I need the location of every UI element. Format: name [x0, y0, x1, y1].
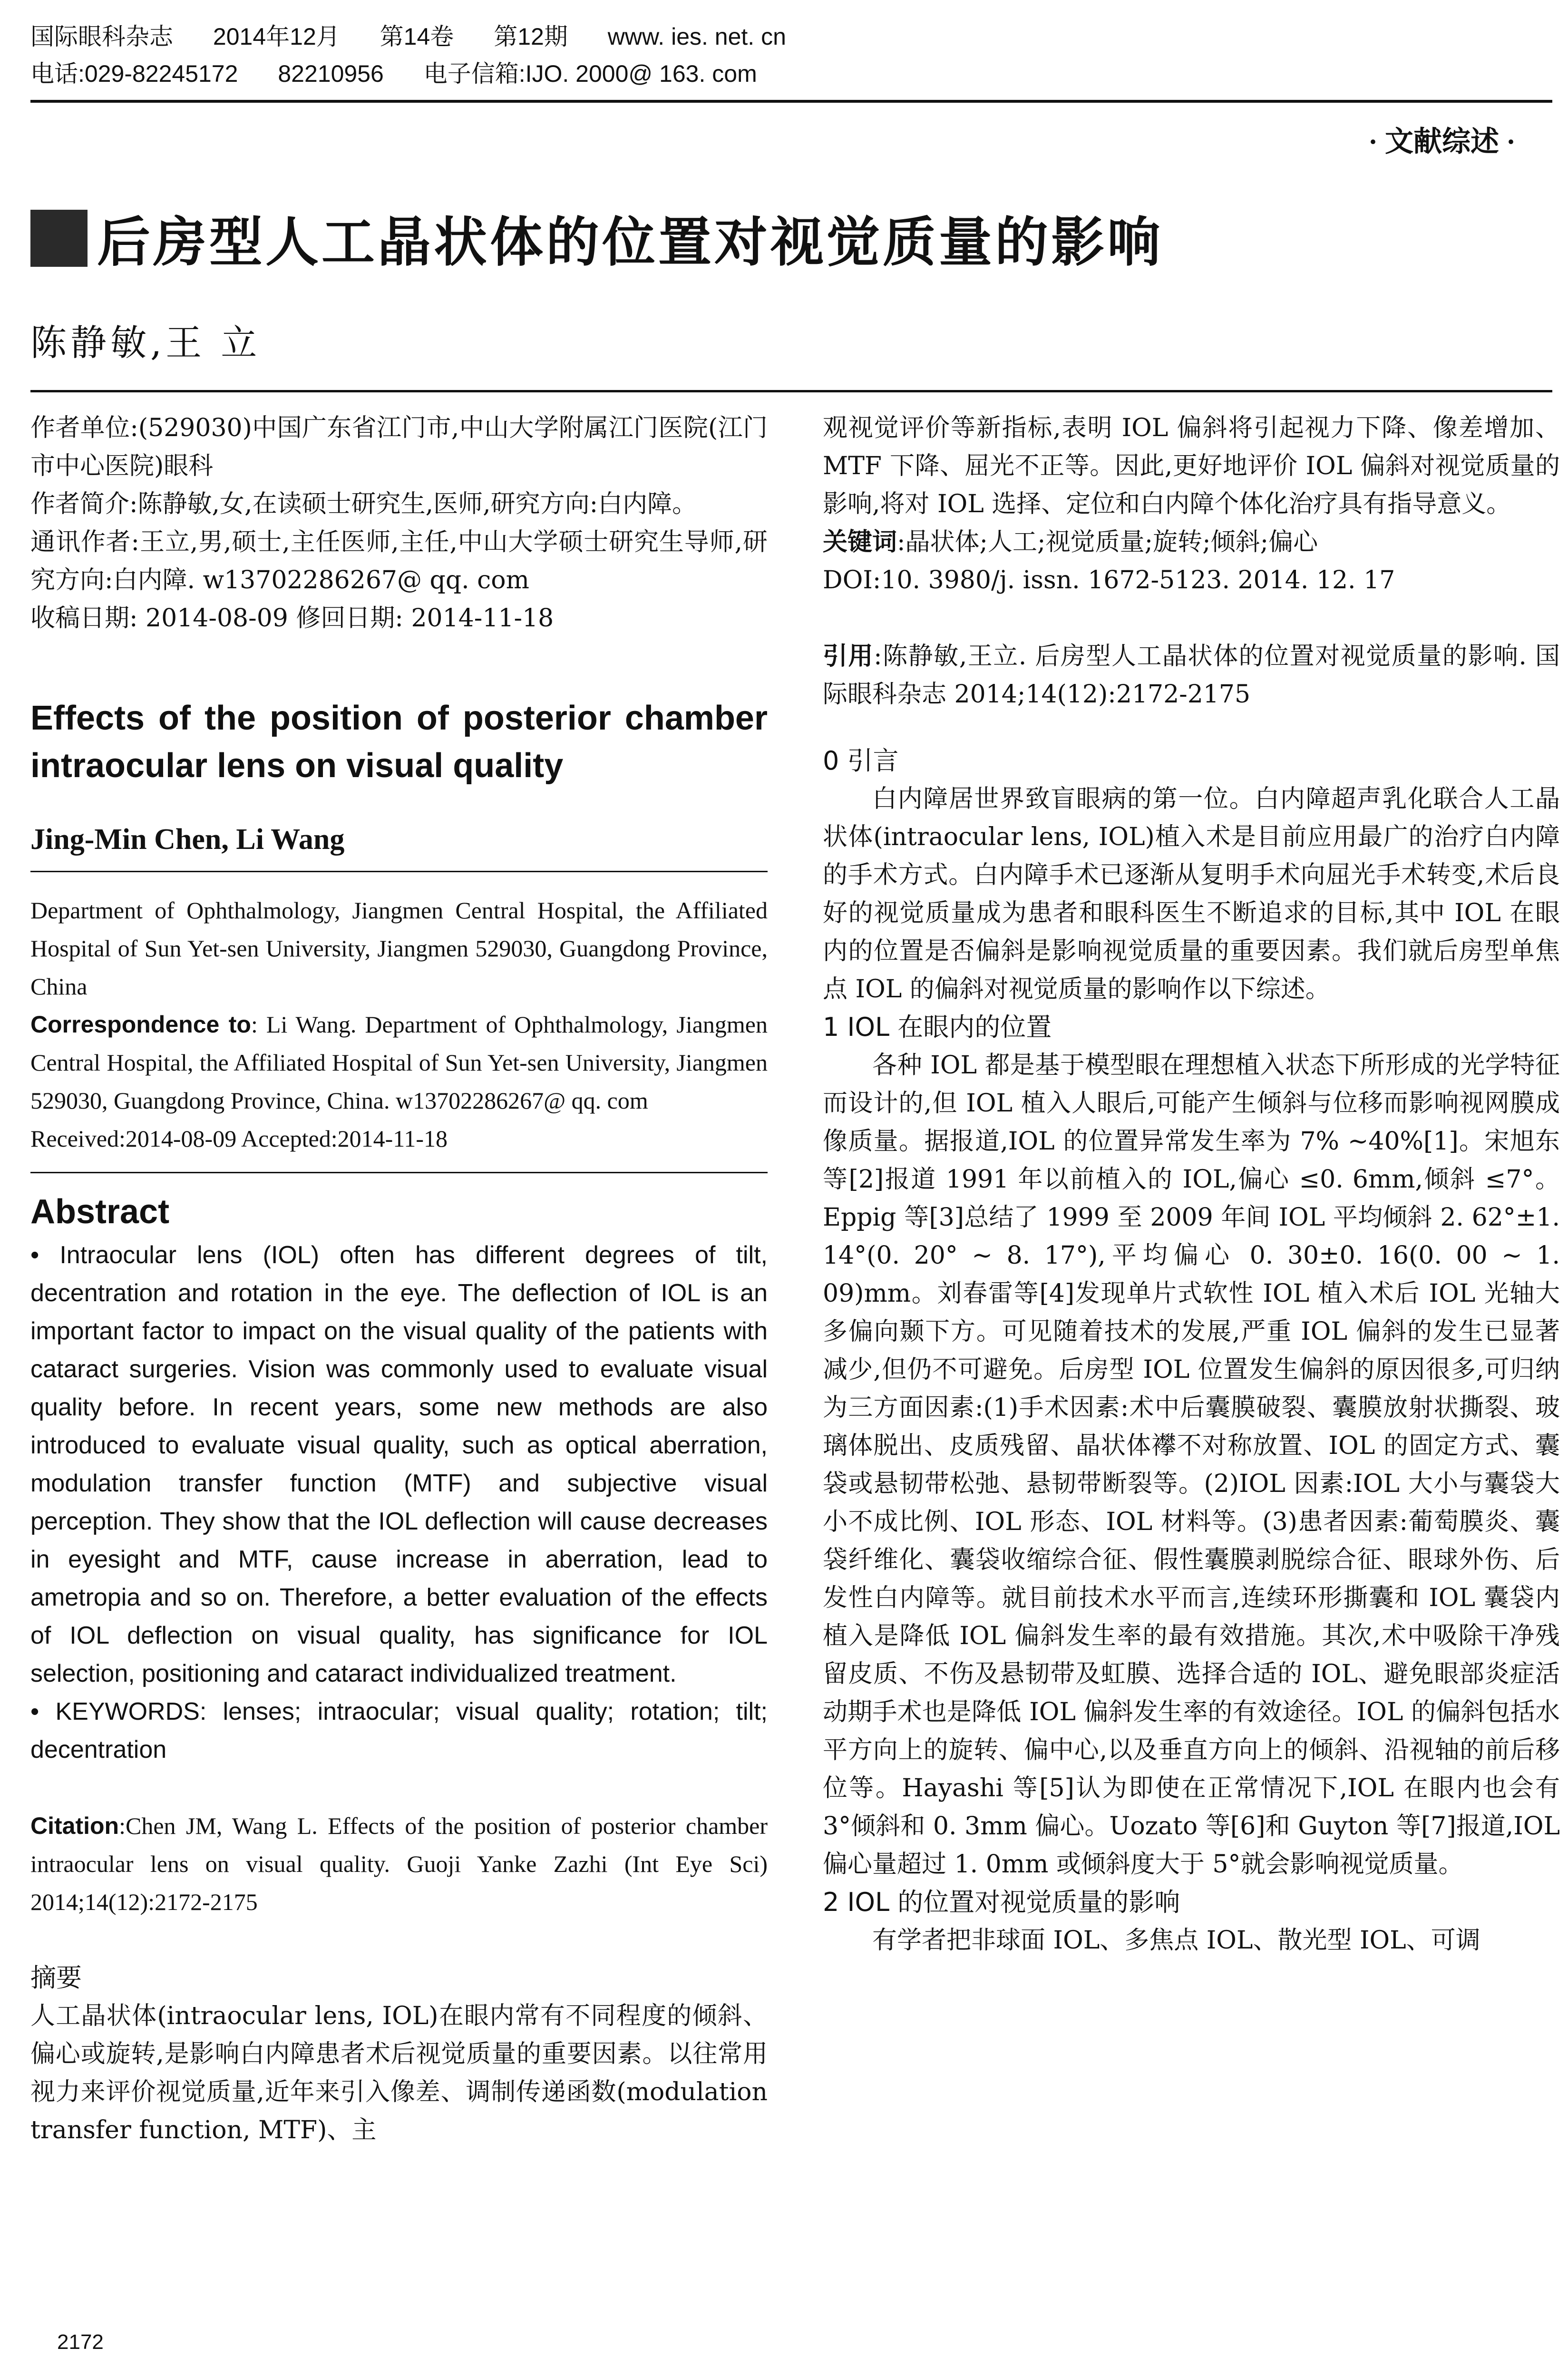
correspondence-text: : Li Wang. Department of Ophthalmology, Jiangmen Central Hospital, the Affiliated Hospital of Sun Yet-sen University, Jiangmen 529030, Guangdong Province, China. w13702286267@ qq. com [30, 1011, 768, 1114]
phone-2: 82210956 [278, 60, 384, 87]
keywords-label: 关键词 [823, 528, 897, 556]
header-line-1 [30, 18, 1552, 55]
english-authors: Jing-Min Chen, Li Wang [30, 823, 345, 856]
header-rule [30, 100, 1552, 103]
corresponding-author: 通讯作者:王立,男,硕士,主任医师,主任,中山大学硕士研究生导师,研究方向:白内障. w13702286267@ qq. com [30, 528, 768, 594]
correspondence-label: Correspondence to [30, 1011, 251, 1038]
section-tag: · 文献综述 · [1368, 126, 1516, 157]
cn-abstract-continued: 观视觉评价等新指标,表明 IOL 偏斜将引起视力下降、像差增加、MTF 下降、屈光不正等。因此,更好地评价 IOL 偏斜对视觉质量的影响,将对 IOL 选择、定位和白内障个体化治疗具有指导意义。 [823, 414, 1560, 518]
website-link[interactable]: www. ies. net. cn [607, 23, 786, 50]
english-dates: Received:2014-08-09 Accepted:2014-11-18 [30, 1125, 448, 1152]
english-keywords: • KEYWORDS: lenses; intraocular; visual quality; rotation; tilt; decentration [30, 1698, 768, 1763]
title-initial-block [30, 210, 88, 267]
keywords-text: :晶状体;人工;视觉质量;旋转;倾斜;偏心 [897, 528, 1318, 556]
header-line-2 [30, 55, 1552, 92]
affiliation: 作者单位:(529030)中国广东省江门市,中山大学附属江门医院(江门市中心医院)眼科 [30, 414, 768, 480]
section-0-text: 白内障居世界致盲眼病的第一位。白内障超声乳化联合人工晶状体(intraocular lens, IOL)植入术是目前应用最广的治疗白内障的手术方式。白内障手术已逐渐从复明手术向屈光手术转变,术后良好的视觉质量成为患者和眼科医生不断追求的目标,其中 IOL 在眼内的位置是否偏斜是影响视觉质量的重要因素。我们就后房型单焦点 IOL 的偏斜对视觉质量的影响作以下综述。 [823, 785, 1560, 1003]
section-1-text: 各种 IOL 都是基于模型眼在理想植入状态下所形成的光学特征而设计的,但 IOL 植入人眼后,可能产生倾斜与位移而影响视网膜成像质量。据报道,IOL 的位置异常发生率为 7% ~40%[1]。宋旭东等[2]报道 1991 年以前植入的 IOL,偏心 ≤0. 6mm,倾斜 ≤7°。Eppig 等[3]总结了 1999 至 2009 年间 IOL 平均倾斜 2. 62°±1. 14°(0. 20° ~ 8. 17°),平均偏心 0. 30±0. 16(0. 00 ~ 1. 09)mm。刘春雷等[4]发现单片式软性 IOL 植入术后 IOL 光轴大多偏向颞下方。可见随着技术的发展,严重 IOL 偏斜的发生已显著减少,但仍不可避免。后房型 IOL 位置发生偏斜的原因很多,可归纳为三方面因素:(1)手术因素:术中后囊膜破裂、囊膜放射状撕裂、玻璃体脱出、皮质残留、晶状体襻不对称放置、IOL 的固定方式、囊袋或悬韧带松弛、悬韧带断裂等。(2)IOL 因素:IOL 大小与囊袋大小不成比例、IOL 形态、IOL 材料等。(3)患者因素:葡萄膜炎、囊袋纤维化、囊袋收缩综合征、假性囊膜剥脱综合征、眼球外伤、后发性白内障等。就目前技术水平而言,连续环形撕囊和 IOL 囊袋内植入是降低 IOL 偏斜发生率的最有效措施。其次,术中吸除干净残留皮质、不伤及悬韧带及虹膜、选择合适的 IOL、避免眼部炎症活动期手术也是降低 IOL 偏斜发生率的有效途径。IOL 的偏斜包括水平方向上的旋转、偏中心,以及垂直方向上的倾斜、沿视轴的前后移位等。Hayashi 等[5]认为即使在正常情况下,IOL 在眼内也会有 3°倾斜和 0. 3mm 偏心。Uozato 等[6]和 Guyton 等[7]报道,IOL 偏心量超过 1. 0mm 或倾斜度大于 5°就会影响视觉质量。 [823, 1051, 1560, 1879]
right-column [823, 409, 1560, 1959]
authors-cn: 陈静敏,王 立 [30, 321, 261, 364]
section-0-heading: 0 引言 [823, 746, 899, 776]
cn-abstract-text: 人工晶状体(intraocular lens, IOL)在眼内常有不同程度的倾斜、偏心或旋转,是影响白内障患者术后视觉质量的重要因素。以往常用视力来评价视觉质量,近年来引入像差、调制传递函数(modulation transfer function, MTF)、主 [30, 2002, 768, 2144]
english-affiliation: Department of Ophthalmology, Jiangmen Central Hospital, the Affiliated Hospital of Sun Yet-sen University, Jiangmen 529030, Guangdong Province, China [30, 897, 768, 1000]
correspondence [30, 1005, 768, 1120]
section-2-text: 有学者把非球面 IOL、多焦点 IOL、散光型 IOL、可调 [872, 1926, 1480, 1955]
page-number: 2172 [57, 2330, 104, 2354]
citation [30, 1807, 768, 1921]
section-1-heading: 1 IOL 在眼内的位置 [823, 1012, 1052, 1042]
citation-text: :Chen JM, Wang L. Effects of the position of posterior chamber intraocular lens on visual quality. Guoji Yanke Zazhi (Int Eye Sci) 2014;14(12):2172-2175 [30, 1812, 768, 1915]
title-row [30, 200, 1163, 276]
cn-keywords [823, 523, 1560, 561]
divider [30, 1172, 768, 1173]
cite-text: :陈静敏,王立. 后房型人工晶状体的位置对视觉质量的影响. 国际眼科杂志 2014;14(12):2172-2175 [823, 642, 1560, 709]
cite-label: 引用 [823, 643, 874, 670]
abstract-text: • Intraocular lens (IOL) often has different degrees of tilt, decentration and rotation in the eye. The deflection of IOL is an important factor to impact on the visual quality of the patients with cataract surgeries. Vision was commonly used to evaluate visual quality before. In recent years, some new methods are also introduced to evaluate visual quality, such as optical aberration, modulation transfer function (MTF) and subjective visual perception. They show that the IOL deflection will cause decreases in eyesight and MTF, cause increase in aberration, lead to ametropia and so on. Therefore, a better evaluation of the effects of IOL deflection on visual quality, has significance for IOL selection, positioning and cataract individualized treatment. [30, 1241, 768, 1687]
cn-citation [823, 637, 1560, 713]
section-2-heading: 2 IOL 的位置对视觉质量的影响 [823, 1887, 1180, 1917]
abstract-heading: Abstract [30, 1193, 170, 1231]
left-column [30, 409, 768, 2149]
phone: 电话:029-82245172 [30, 60, 238, 87]
issue-date: 2014年12月 [213, 23, 340, 50]
email: 电子信箱:IJO. 2000@ 163. com [423, 60, 757, 87]
journal-name: 国际眼科杂志 [30, 23, 173, 50]
issue-number: 第12期 [494, 23, 568, 50]
author-bio: 作者简介:陈静敏,女,在读硕士研究生,医师,研究方向:白内障。 [30, 490, 697, 518]
article-title: 后房型人工晶状体的位置对视觉质量的影响 [97, 212, 1163, 273]
title-rule [30, 390, 1552, 392]
doi: DOI:10. 3980/j. issn. 1672-5123. 2014. 12. 17 [823, 566, 1395, 594]
citation-label: Citation [30, 1812, 119, 1839]
volume: 第14卷 [380, 23, 454, 50]
divider [30, 871, 768, 872]
cn-abstract-heading: 摘要 [30, 1963, 82, 1993]
english-title: Effects of the position of posterior chamber intraocular lens on visual quality [30, 699, 768, 785]
received-dates-cn: 收稿日期: 2014-08-09 修回日期: 2014-11-18 [30, 604, 554, 633]
journal-header [30, 18, 1552, 92]
